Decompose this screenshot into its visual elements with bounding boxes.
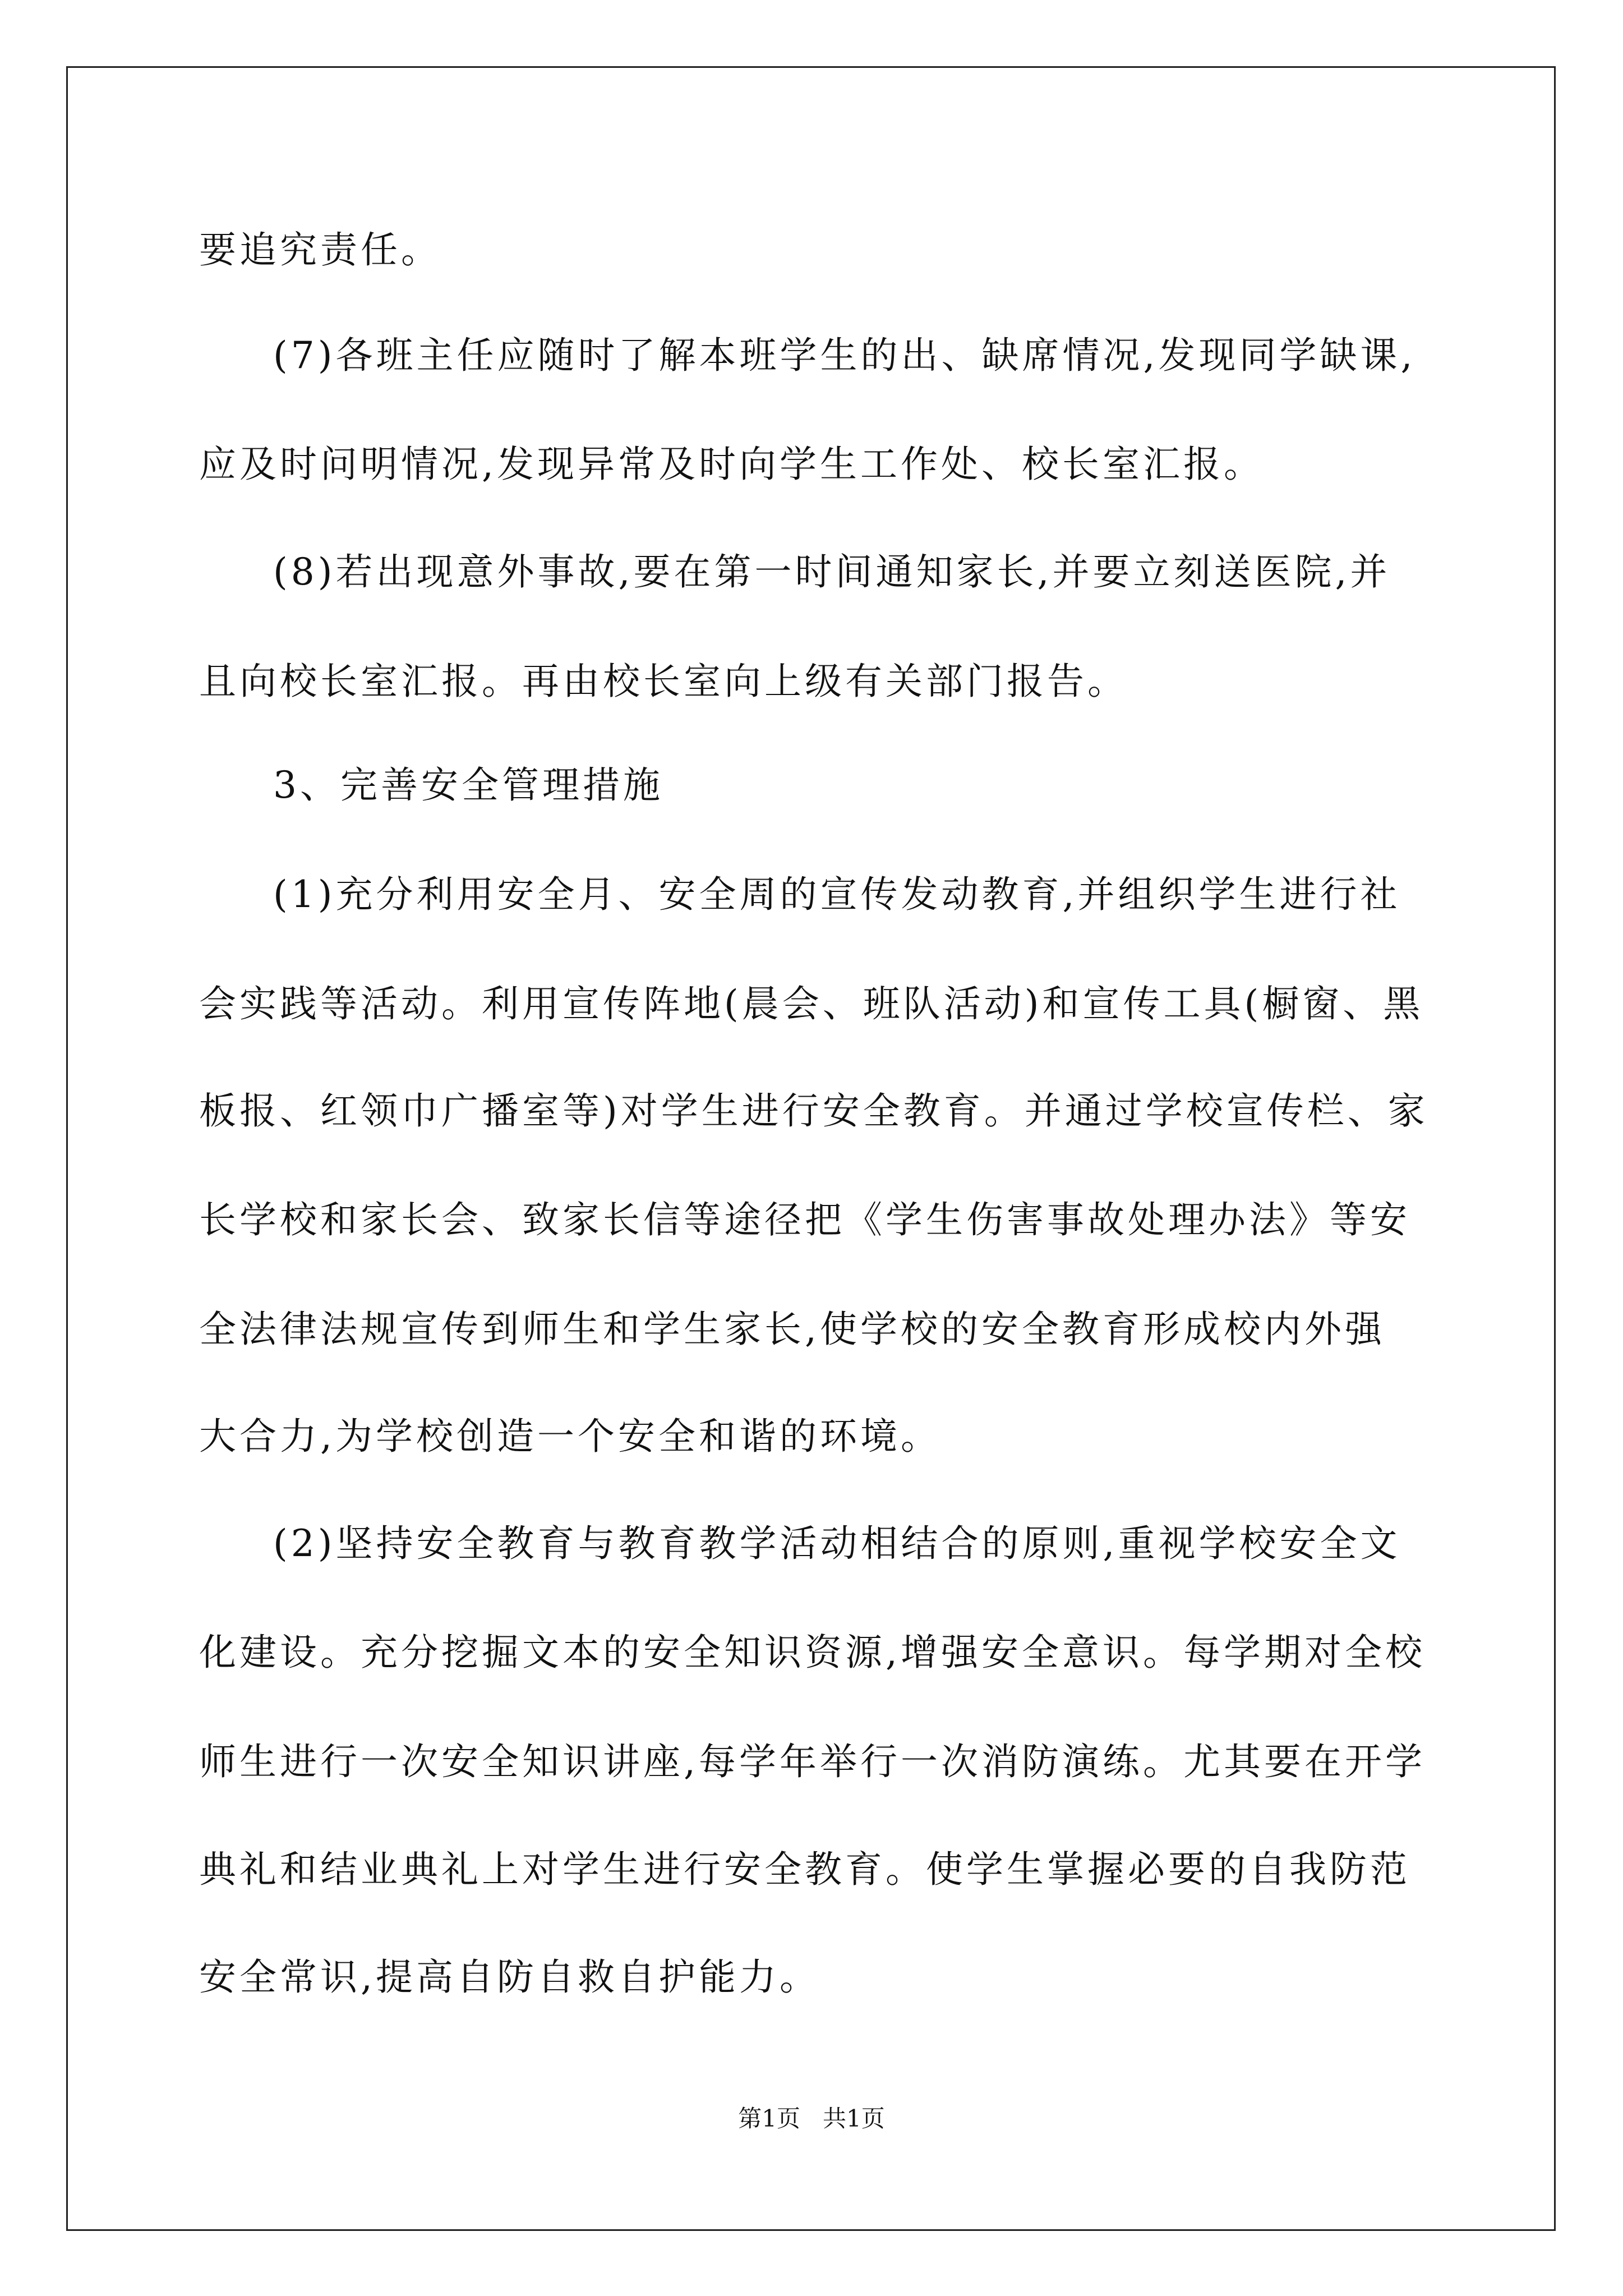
section-heading: 3、完善安全管理措施 xyxy=(273,763,663,807)
text-line: 安全常识,提高自防自救自护能力。 xyxy=(199,1955,820,1999)
text-line: 典礼和结业典礼上对学生进行安全教育。使学生掌握必要的自我防范 xyxy=(199,1848,1410,1891)
text-line: 全法律法规宣传到师生和学生家长,使学校的安全教育形成校内外强 xyxy=(199,1308,1385,1351)
text-line: 大合力,为学校创造一个安全和谐的环境。 xyxy=(199,1415,941,1458)
page-border xyxy=(66,66,1556,2231)
text-line: (7)各班主任应随时了解本班学生的出、缺席情况,发现同学缺课, xyxy=(273,334,1416,377)
text-line: 要追究责任。 xyxy=(199,228,441,272)
text-line: 板报、红领巾广播室等)对学生进行安全教育。并通过学校宣传栏、家 xyxy=(199,1089,1428,1133)
text-line: 会实践等活动。利用宣传阵地(晨会、班队活动)和宣传工具(橱窗、黑 xyxy=(199,982,1424,1025)
page-number-footer: 第1页 共1页 xyxy=(738,2105,885,2132)
text-line: (2)坚持安全教育与教育教学活动相结合的原则,重视学校安全文 xyxy=(273,1522,1401,1565)
text-line: 化建设。充分挖掘文本的安全知识资源,增强安全意识。每学期对全校 xyxy=(199,1631,1426,1674)
text-line: (1)充分利用安全月、安全周的宣传发动教育,并组织学生进行社 xyxy=(273,873,1401,916)
text-line: 长学校和家长会、致家长信等途径把《学生伤害事故处理办法》等安 xyxy=(199,1198,1410,1241)
text-line: 应及时问明情况,发现异常及时向学生工作处、校长室汇报。 xyxy=(199,443,1264,486)
text-line: 且向校长室汇报。再由校长室向上级有关部门报告。 xyxy=(199,660,1128,703)
text-line: 师生进行一次安全知识讲座,每学年举行一次消防演练。尤其要在开学 xyxy=(199,1740,1426,1783)
text-line: (8)若出现意外事故,要在第一时间通知家长,并要立刻送医院,并 xyxy=(273,550,1391,593)
